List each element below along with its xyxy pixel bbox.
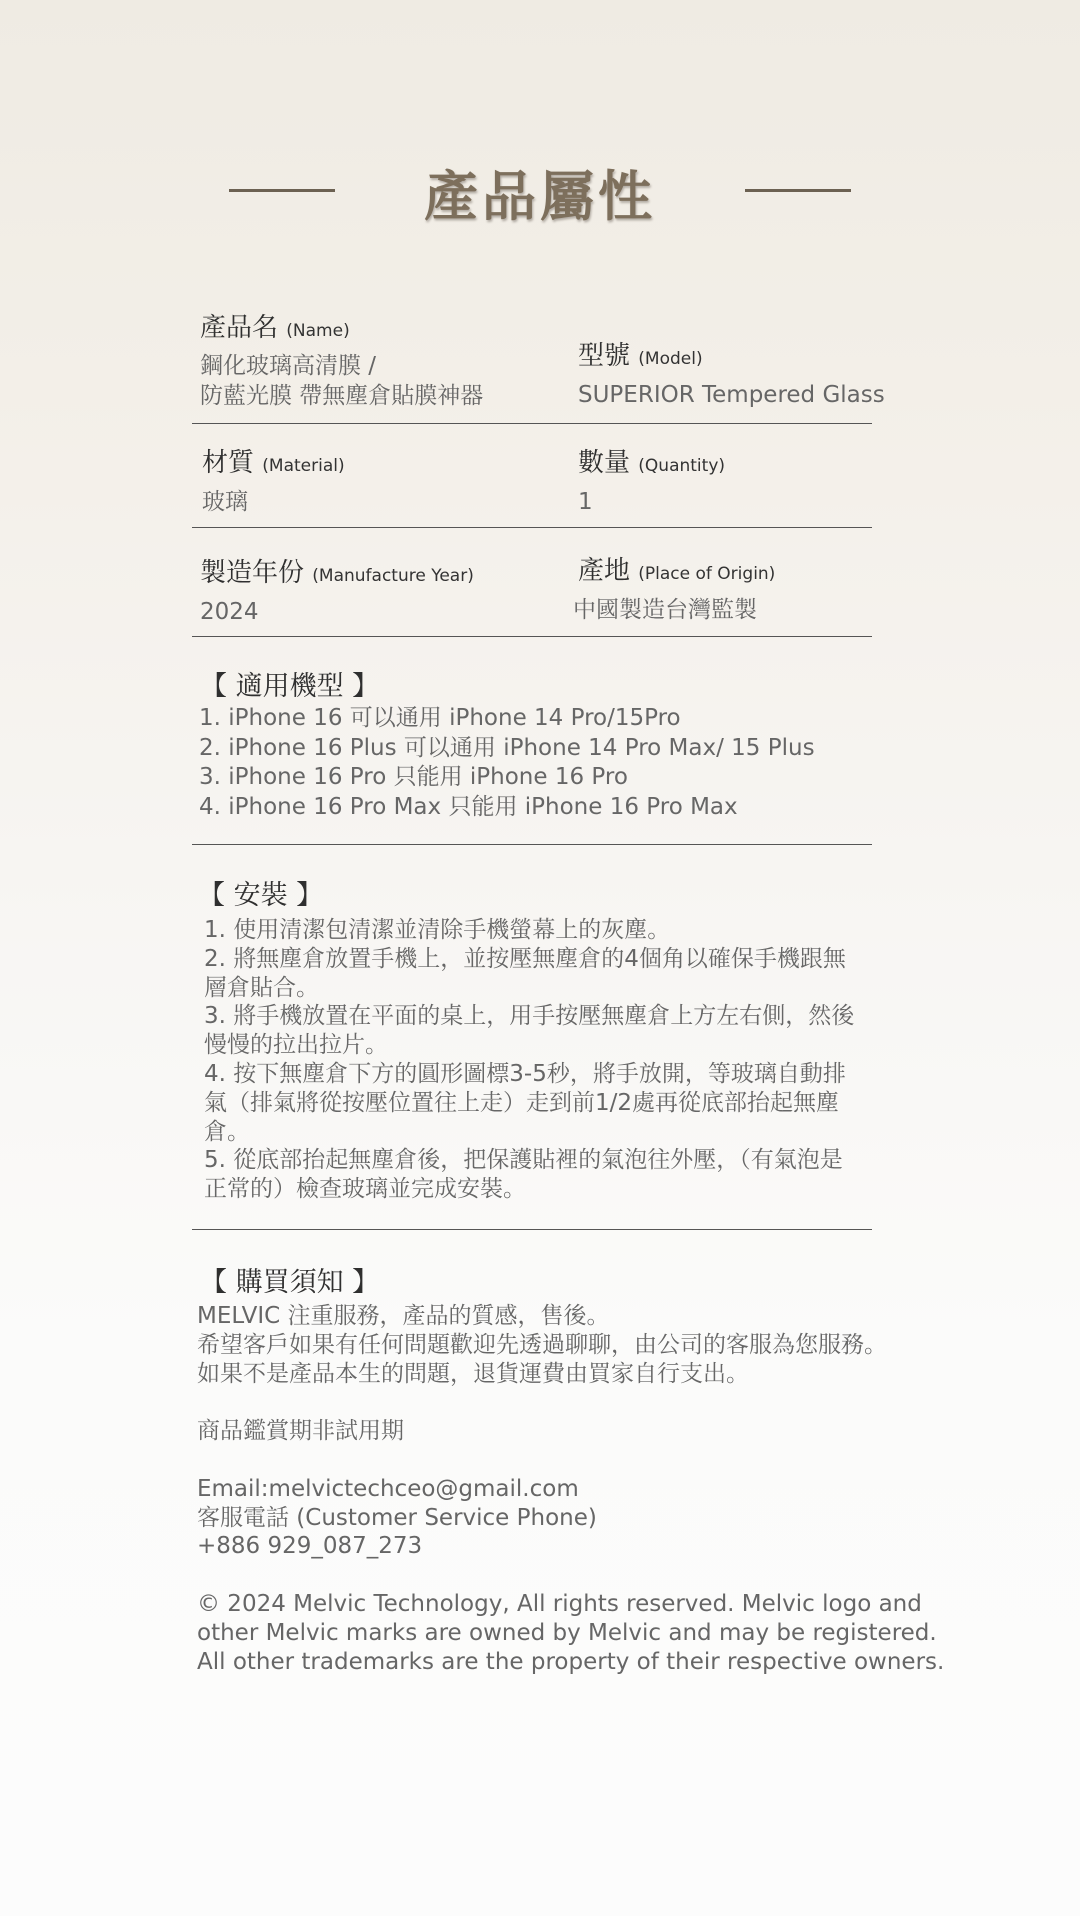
attr-origin: [573, 554, 776, 625]
list-item: 2. iPhone 16 Plus 可以通用 iPhone 14 Pro Max/ 15 Plus: [199, 734, 815, 761]
attr-year-label-en: (Manufacture Year): [312, 566, 474, 586]
attr-quantity-label: 數量: [578, 448, 631, 478]
purchase-notice-body: [197, 1302, 944, 1676]
divider: [192, 844, 872, 845]
purchase-notice-heading: 【 購買須知 】: [200, 1267, 380, 1298]
compatibility-list: [199, 704, 815, 822]
divider: [192, 423, 872, 424]
attr-year: [200, 556, 474, 627]
contact-phone-label: 客服電話 (Customer Service Phone): [197, 1504, 597, 1531]
attr-material-label-en: (Material): [262, 456, 345, 476]
attr-material-value: 玻璃: [202, 489, 248, 515]
divider: [192, 636, 872, 637]
attr-quantity-value: 1: [578, 489, 593, 515]
notice-line: MELVIC 注重服務，產品的質感，售後。: [197, 1303, 610, 1329]
copyright-line: other Melvic marks are owned by Melvic and may be registered.: [197, 1619, 937, 1646]
attr-quantity-label-en: (Quantity): [638, 456, 726, 476]
attr-name: [200, 311, 483, 411]
attr-origin-label-en: (Place of Origin): [638, 564, 776, 584]
attr-model-label-en: (Model): [638, 349, 703, 369]
attr-origin-value: 中國製造台灣監製: [573, 597, 757, 623]
divider: [192, 1229, 872, 1230]
title-row: [0, 150, 1080, 230]
install-line: 3. 將手機放置在平面的桌上，用手按壓無塵倉上方左右側，然後: [204, 1003, 855, 1030]
copyright-line: All other trademarks are the property of their respective owners.: [197, 1648, 945, 1675]
attr-model-label: 型號: [578, 341, 631, 371]
compatibility-heading: 【 適用機型 】: [200, 671, 380, 702]
list-item: 3. iPhone 16 Pro 只能用 iPhone 16 Pro: [199, 764, 628, 790]
attr-name-value-line-2: 防藍光膜 帶無塵倉貼膜神器: [200, 383, 484, 409]
attr-model: [578, 339, 885, 410]
attr-name-label-en: (Name): [286, 321, 350, 341]
attr-material: [202, 446, 345, 517]
install-line: 慢慢的拉出拉片。: [204, 1032, 388, 1059]
attr-year-label: 製造年份: [200, 558, 305, 588]
install-line: 1. 使用清潔包清潔並清除手機螢幕上的灰塵。: [204, 917, 671, 943]
title-decor-line-right: [745, 189, 851, 192]
install-line: 氣（排氣將從按壓位置往上走）走到前1/2處再從底部抬起無塵: [204, 1089, 840, 1116]
divider: [192, 527, 872, 528]
contact-phone[interactable]: +886 929_087_273: [197, 1533, 423, 1560]
install-line: 倉。: [204, 1118, 250, 1145]
attr-origin-label: 產地: [578, 556, 631, 586]
list-item: 4. iPhone 16 Pro Max 只能用 iPhone 16 Pro Max: [199, 793, 738, 820]
installation-steps: [204, 916, 854, 1204]
copyright-line: © 2024 Melvic Technology, All rights reserved. Melvic logo and: [197, 1590, 922, 1617]
attr-year-value: 2024: [200, 599, 259, 625]
install-line: 5. 從底部抬起無塵倉後，把保護貼裡的氣泡往外壓，（有氣泡是: [204, 1147, 843, 1174]
attr-name-label: 產品名: [200, 313, 279, 343]
install-line: 2. 將無塵倉放置手機上，並按壓無塵倉的4個角以確保手機跟無: [204, 945, 846, 972]
list-item: 1. iPhone 16 可以通用 iPhone 14 Pro/15Pro: [199, 705, 681, 731]
attr-name-value-line-1: 鋼化玻璃高清膜 /: [200, 353, 377, 379]
attr-model-value: SUPERIOR Tempered Glass: [578, 382, 885, 408]
page-title: 產品屬性: [424, 164, 656, 228]
trial-note: 商品鑑賞期非試用期: [197, 1418, 404, 1445]
install-line: 正常的）檢查玻璃並完成安裝。: [204, 1176, 526, 1203]
contact-email[interactable]: Email:melvictechceo@gmail.com: [197, 1475, 579, 1502]
install-line: 層倉貼合。: [204, 974, 319, 1001]
notice-line: 如果不是產品本生的問題，退貨運費由買家自行支出。: [197, 1360, 749, 1387]
notice-line: 希望客戶如果有任何問題歡迎先透過聊聊，由公司的客服為您服務。: [197, 1331, 887, 1358]
installation-heading: 【 安裝 】: [198, 880, 324, 911]
attr-material-label: 材質: [202, 448, 255, 478]
attr-quantity: [578, 446, 725, 517]
install-line: 4. 按下無塵倉下方的圓形圖標3-5秒，將手放開，等玻璃自動排: [204, 1060, 846, 1087]
